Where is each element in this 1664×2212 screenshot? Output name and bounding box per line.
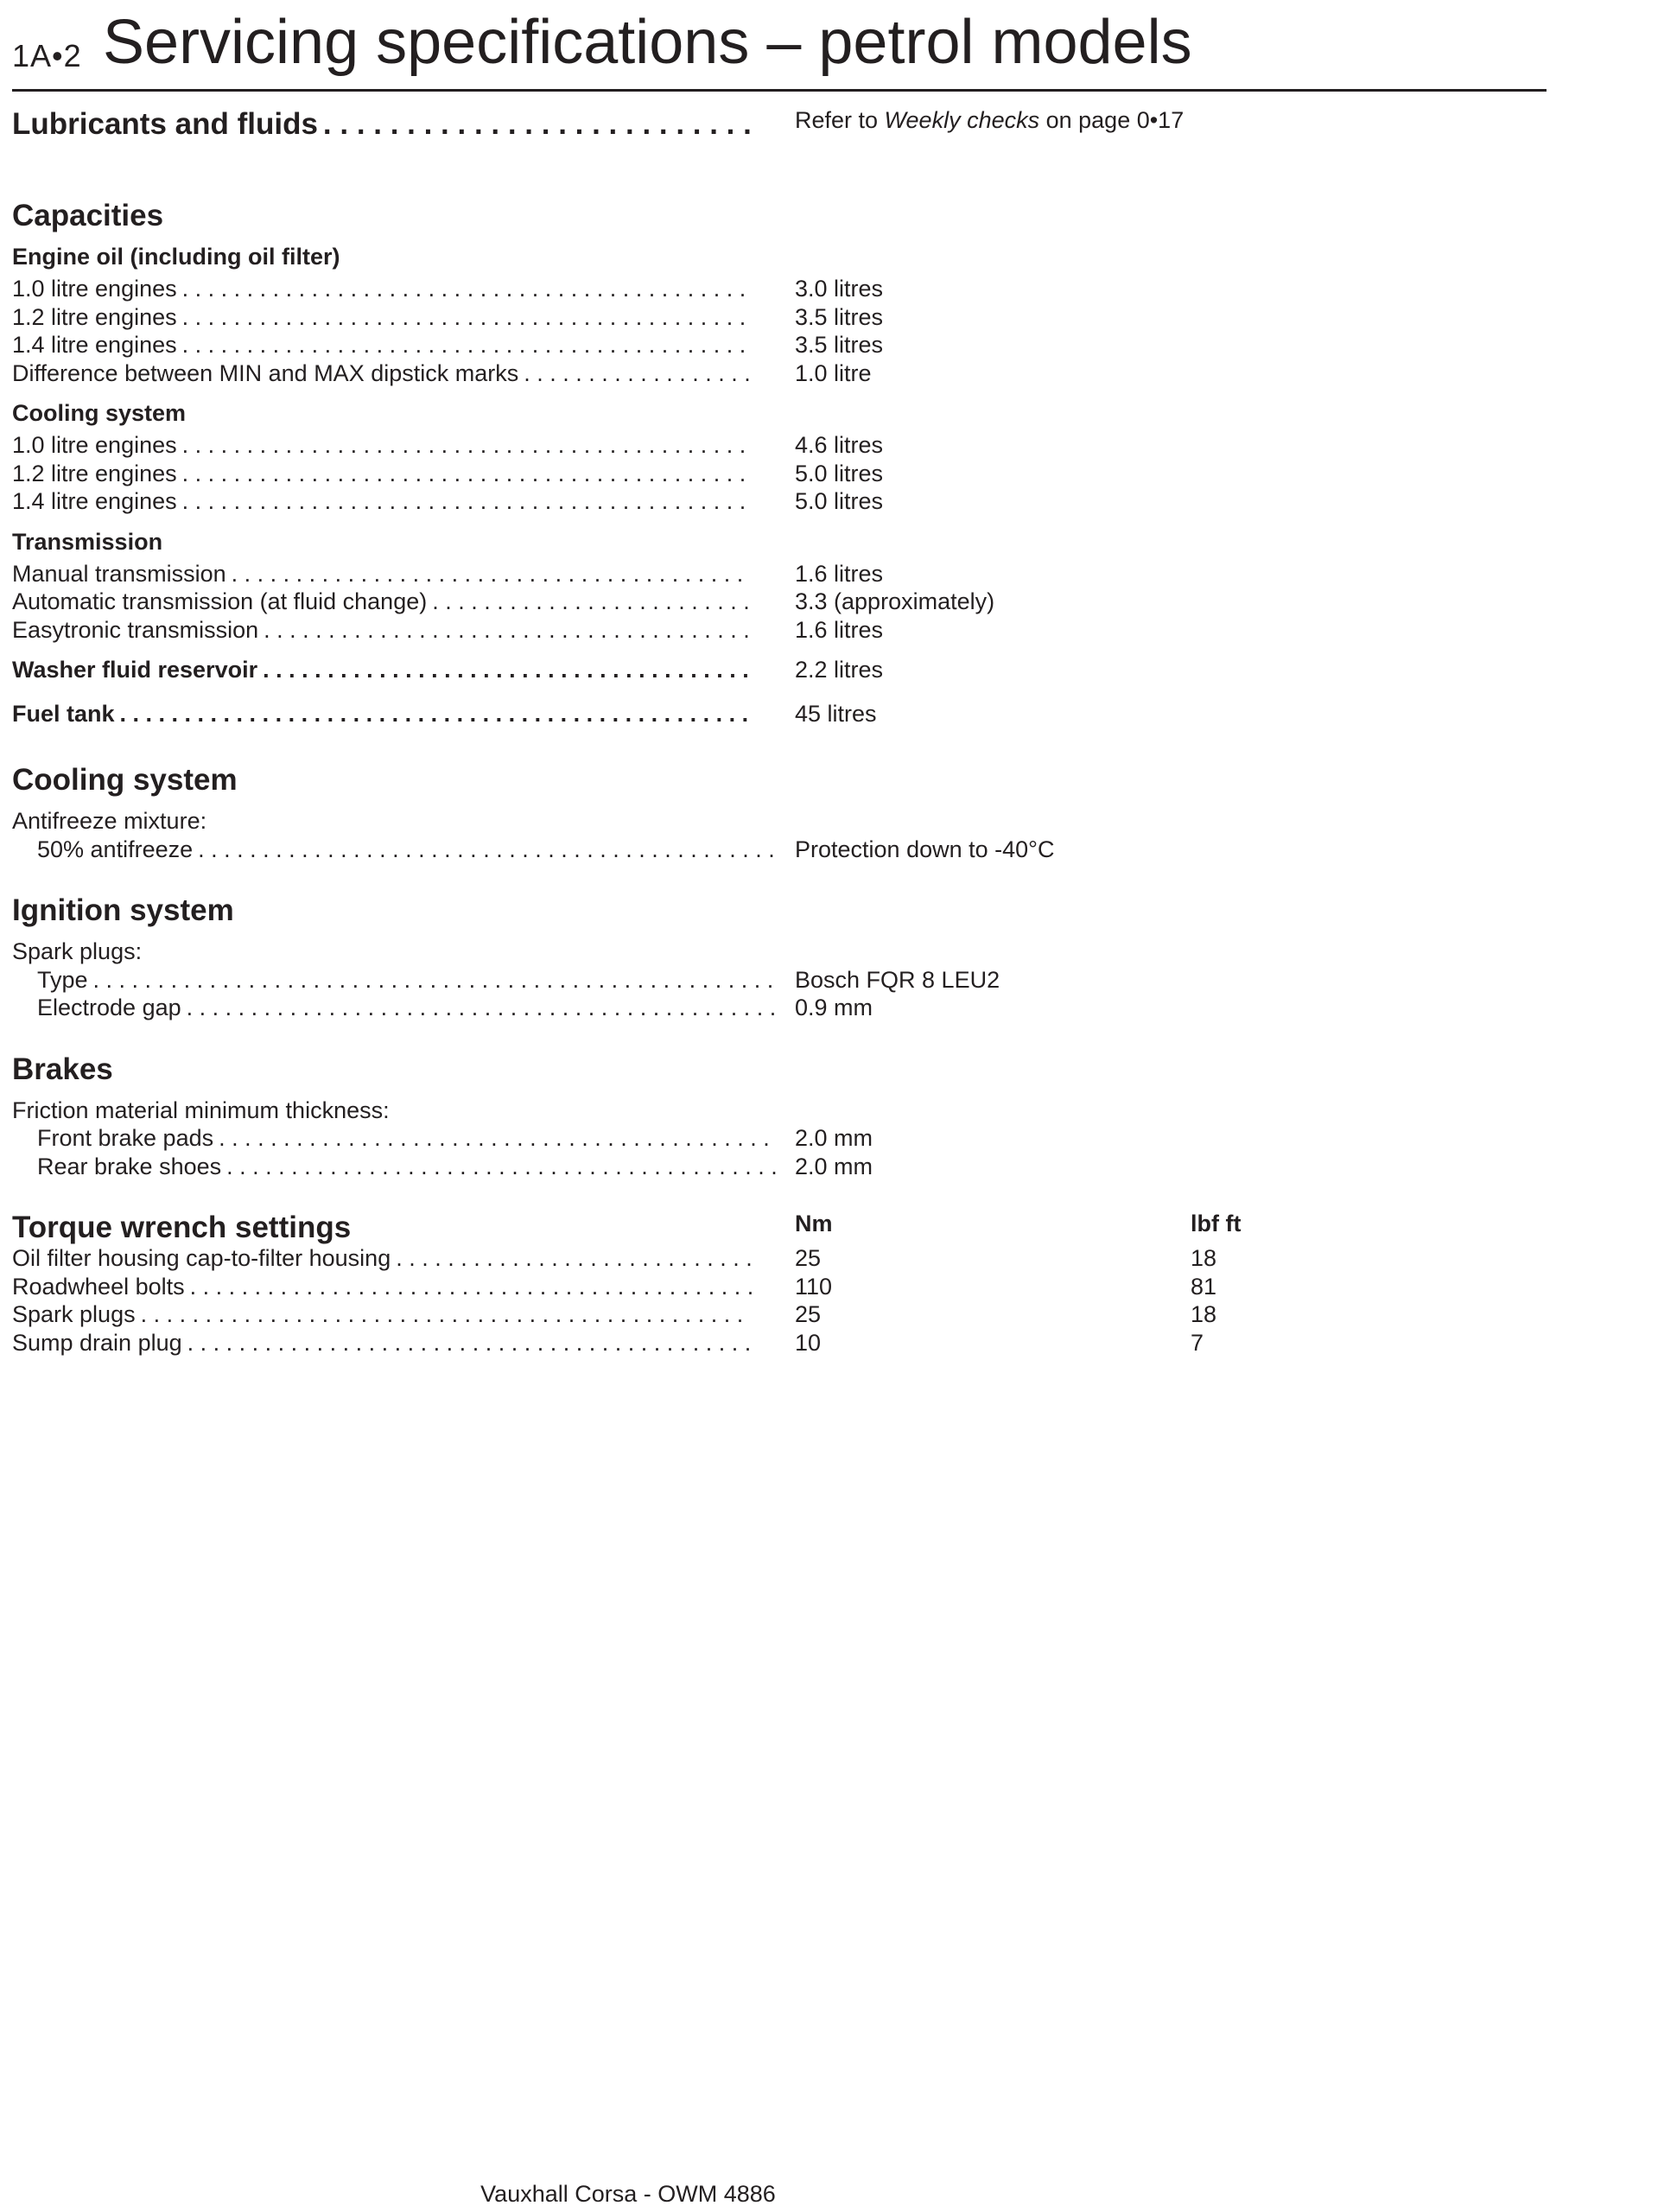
spec-label: 1.4 litre engines . . . bbox=[12, 332, 752, 359]
spec-value: 2.0 mm bbox=[795, 1125, 873, 1151]
spec-row bbox=[12, 332, 1547, 360]
torque-heading: Torque wrench settings bbox=[12, 1211, 352, 1244]
spec-value: 2.0 mm bbox=[795, 1153, 873, 1179]
lubricants-row bbox=[12, 107, 1547, 152]
spec-value: 4.6 litres bbox=[795, 432, 884, 458]
torque-row bbox=[12, 1245, 1547, 1274]
spec-value: 3.3 (approximately) bbox=[795, 588, 995, 614]
brakes-list bbox=[12, 1125, 1547, 1181]
friction-lead: Friction material minimum thickness: bbox=[12, 1096, 390, 1123]
torque-label: Spark plugs . . . bbox=[12, 1301, 752, 1328]
spec-value: 3.0 litres bbox=[795, 276, 884, 302]
spec-row bbox=[12, 588, 1547, 617]
spec-label: Easytronic transmission . . . bbox=[12, 617, 752, 644]
torque-col-nm: Nm bbox=[795, 1211, 833, 1236]
spec-label: 1.4 litre engines . . . bbox=[12, 488, 752, 515]
spec-row bbox=[12, 836, 1547, 865]
antifreeze-lead: Antifreeze mixture: bbox=[12, 808, 207, 834]
spec-value: Protection down to -40°C bbox=[795, 836, 1055, 862]
spec-label: Electrode gap . . . bbox=[12, 995, 777, 1021]
antifreeze-list bbox=[12, 836, 1547, 865]
torque-lbf-value: 18 bbox=[1191, 1245, 1217, 1271]
spec-label: Front brake pads . . . bbox=[12, 1125, 777, 1152]
transmission-heading: Transmission bbox=[12, 528, 163, 555]
page-title: Servicing specifications – petrol models bbox=[103, 8, 1192, 77]
spec-row bbox=[12, 617, 1547, 645]
torque-nm-value: 110 bbox=[795, 1273, 833, 1300]
capacities-heading: Capacities bbox=[12, 199, 164, 232]
spec-value: Bosch FQR 8 LEU2 bbox=[795, 966, 1000, 993]
spec-label: 1.0 litre engines . . . bbox=[12, 432, 752, 459]
page-header bbox=[12, 0, 1547, 92]
spec-value: 5.0 litres bbox=[795, 460, 884, 486]
spec-row bbox=[12, 488, 1547, 517]
cooling-capacity-list bbox=[12, 432, 1547, 517]
washer-value: 2.2 litres bbox=[795, 657, 884, 683]
brakes-heading: Brakes bbox=[12, 1052, 113, 1086]
spark-plugs-lead: Spark plugs: bbox=[12, 938, 143, 964]
spec-label: 1.0 litre engines . . . bbox=[12, 276, 752, 302]
torque-heading-row bbox=[12, 1211, 1547, 1245]
spec-row bbox=[12, 1125, 1547, 1154]
torque-row bbox=[12, 1301, 1547, 1330]
spec-label: 50% antifreeze . . . bbox=[12, 836, 777, 863]
spec-row bbox=[12, 461, 1547, 489]
spec-row bbox=[12, 304, 1547, 333]
spec-row bbox=[12, 995, 1547, 1023]
spec-label: Manual transmission . . . bbox=[12, 561, 752, 588]
spec-value: 1.6 litres bbox=[795, 560, 884, 587]
spec-row bbox=[12, 967, 1547, 995]
footer-text: Vauxhall Corsa - OWM 4886 bbox=[480, 2181, 776, 2207]
torque-list bbox=[12, 1245, 1547, 1357]
spec-label: 1.2 litre engines . . . bbox=[12, 461, 752, 487]
torque-label: Sump drain plug . . . bbox=[12, 1330, 752, 1357]
torque-col-lbf: lbf ft bbox=[1191, 1211, 1242, 1236]
spec-label: Difference between MIN and MAX dipstick marks . . . bbox=[12, 360, 752, 387]
engine-oil-list bbox=[12, 276, 1547, 388]
spec-row bbox=[12, 360, 1547, 389]
torque-row bbox=[12, 1274, 1547, 1302]
spec-value: 0.9 mm bbox=[795, 995, 873, 1020]
torque-row bbox=[12, 1330, 1547, 1358]
torque-label: Oil filter housing cap-to-filter housing . . . bbox=[12, 1245, 752, 1272]
cooling-capacity-heading: Cooling system bbox=[12, 400, 187, 426]
spec-row bbox=[12, 276, 1547, 304]
spec-row bbox=[12, 1154, 1547, 1182]
spec-row bbox=[12, 561, 1547, 589]
spec-label: Type . . . bbox=[12, 967, 777, 994]
washer-label: Washer fluid reservoir . . . bbox=[12, 657, 752, 683]
fuel-value: 45 litres bbox=[795, 700, 877, 727]
spec-value: 3.5 litres bbox=[795, 303, 884, 330]
ignition-list bbox=[12, 967, 1547, 1023]
spec-row bbox=[12, 432, 1547, 461]
torque-label: Roadwheel bolts . . . bbox=[12, 1274, 752, 1300]
spec-value: 3.5 litres bbox=[795, 332, 884, 358]
fuel-label: Fuel tank . . . bbox=[12, 701, 752, 728]
torque-lbf-value: 18 bbox=[1191, 1301, 1217, 1327]
spec-value: 1.6 litres bbox=[795, 616, 884, 643]
spec-label: Rear brake shoes . . . bbox=[12, 1154, 777, 1180]
cooling-system-heading: Cooling system bbox=[12, 763, 238, 797]
torque-nm-value: 10 bbox=[795, 1329, 822, 1356]
document-page bbox=[12, 0, 1547, 1357]
torque-nm-value: 25 bbox=[795, 1245, 822, 1271]
torque-nm-value: 25 bbox=[795, 1301, 822, 1327]
spec-label: Automatic transmission (at fluid change) . . . bbox=[12, 588, 752, 615]
engine-oil-heading: Engine oil (including oil filter) bbox=[12, 244, 340, 270]
spec-label: 1.2 litre engines . . . bbox=[12, 304, 752, 331]
lubricants-label: Lubricants and fluids . . . bbox=[12, 107, 752, 142]
washer-row bbox=[12, 657, 1547, 685]
spec-value: 1.0 litre bbox=[795, 359, 872, 386]
torque-lbf-value: 7 bbox=[1191, 1329, 1204, 1356]
transmission-list bbox=[12, 561, 1547, 645]
page-footer bbox=[0, 2181, 1664, 2208]
fuel-row bbox=[12, 701, 1547, 729]
lubricants-value: Refer to Weekly checks on page 0•17 bbox=[795, 107, 1184, 133]
page-number: 1A•2 bbox=[12, 38, 82, 73]
torque-lbf-value: 81 bbox=[1191, 1273, 1217, 1300]
spec-value: 5.0 litres bbox=[795, 488, 884, 514]
ignition-heading: Ignition system bbox=[12, 893, 234, 927]
